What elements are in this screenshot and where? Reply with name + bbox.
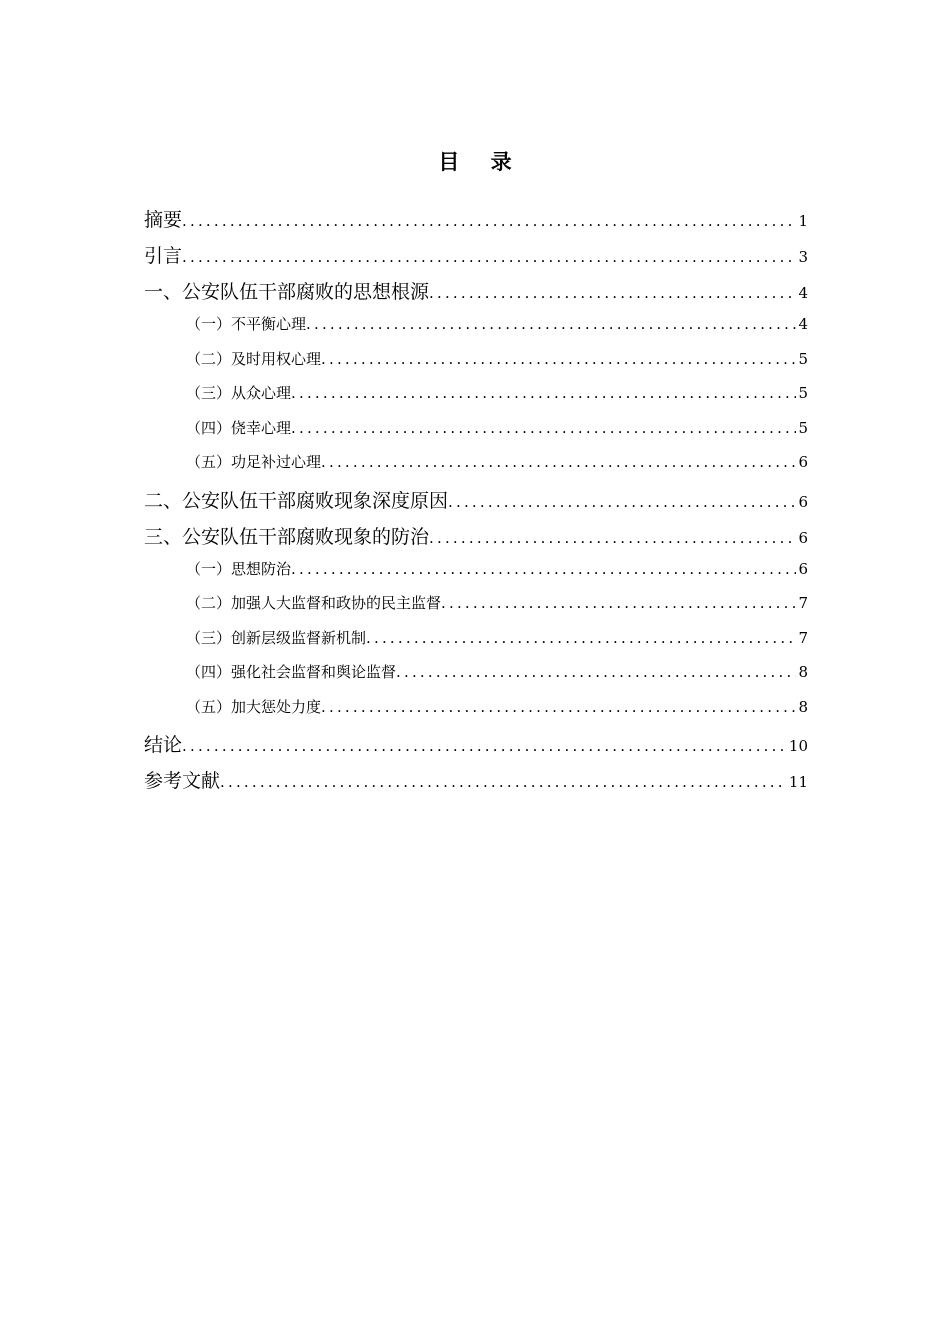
dot-leader <box>448 493 796 511</box>
toc-entry-page: 4 <box>798 315 808 333</box>
toc-entry[interactable] <box>144 522 808 558</box>
toc-entry[interactable] <box>144 277 808 313</box>
toc-entry-label: 三、公安队伍干部腐败现象的防治 <box>144 525 430 548</box>
dot-leader <box>306 315 796 333</box>
dot-leader <box>182 212 796 230</box>
toc-entry-label: 一、公安队伍干部腐败的思想根源 <box>144 281 430 303</box>
dot-leader <box>396 663 796 681</box>
toc-entry-label: （三）从众心理 <box>186 384 292 402</box>
toc-entry-label: （二）加强人大监督和政协的民主监督 <box>186 594 442 612</box>
toc-subentry[interactable] <box>144 696 808 731</box>
dot-leader <box>321 453 796 471</box>
toc-subentry[interactable] <box>144 313 808 348</box>
dot-leader <box>291 419 796 437</box>
dot-leader <box>321 698 796 716</box>
dot-leader <box>182 248 796 266</box>
toc-entry-label: 参考文献 <box>144 770 221 792</box>
toc-entry-label: （二）及时用权心理 <box>186 349 322 368</box>
dot-leader <box>441 594 796 612</box>
toc-subentry[interactable] <box>144 417 808 452</box>
toc-subentry[interactable] <box>144 627 808 662</box>
toc-entry-label: （四）强化社会监督和舆论监督 <box>186 663 397 681</box>
toc-entry-page: 3 <box>798 248 808 266</box>
toc-entry-label: （五）功足补过心理 <box>186 453 322 471</box>
toc-entry-page: 6 <box>798 528 808 547</box>
toc-entry-label: 二、公安队伍干部腐败现象深度原因 <box>144 489 449 512</box>
dot-leader <box>291 384 796 402</box>
toc-entry[interactable] <box>144 766 808 802</box>
toc-entry[interactable] <box>144 730 808 766</box>
toc-entry-page: 6 <box>798 453 808 471</box>
dot-leader <box>182 737 787 755</box>
dot-leader <box>366 629 796 647</box>
toc-entry-page: 7 <box>798 594 808 612</box>
toc-entry-page: 8 <box>798 663 808 681</box>
toc-subentry[interactable] <box>144 348 808 383</box>
toc-entry-page: 11 <box>788 773 808 791</box>
toc-entry[interactable] <box>144 205 808 241</box>
toc-entry-label: 引言 <box>144 245 183 267</box>
dot-leader <box>429 284 796 302</box>
toc-entry[interactable] <box>144 486 808 522</box>
toc-entry-label: 摘要 <box>144 209 183 231</box>
toc-entry-page: 5 <box>798 384 808 402</box>
toc-subentry[interactable] <box>144 382 808 417</box>
dot-leader <box>291 560 796 578</box>
toc-entry-label: （三）创新层级监督新机制 <box>186 628 367 647</box>
toc-entry-page: 4 <box>798 284 808 302</box>
toc-subentry[interactable] <box>144 661 808 696</box>
toc-entry-page: 10 <box>788 737 808 755</box>
toc-entry[interactable] <box>144 241 808 277</box>
toc-entry-page: 7 <box>798 628 808 647</box>
toc-subentry[interactable] <box>144 592 808 627</box>
toc-entry-page: 8 <box>798 697 808 716</box>
table-of-contents <box>144 205 808 802</box>
dot-leader <box>429 529 796 547</box>
toc-subentry[interactable] <box>144 558 808 593</box>
toc-entry-page: 6 <box>798 492 808 511</box>
toc-entry-page: 1 <box>798 212 808 230</box>
toc-entry-label: 结论 <box>144 734 183 756</box>
toc-title: 目 录 <box>438 150 524 174</box>
toc-entry-label: （五）加大惩处力度 <box>186 697 322 716</box>
toc-entry-label: （四）侥幸心理 <box>186 418 292 437</box>
toc-entry-label: （一）思想防治 <box>186 559 292 578</box>
toc-entry-page: 6 <box>798 559 808 578</box>
toc-subentry[interactable] <box>144 451 808 486</box>
toc-entry-label: （一）不平衡心理 <box>186 315 307 333</box>
dot-leader <box>220 773 787 791</box>
toc-entry-page: 5 <box>798 349 808 368</box>
toc-entry-page: 5 <box>798 418 808 437</box>
dot-leader <box>321 350 796 368</box>
